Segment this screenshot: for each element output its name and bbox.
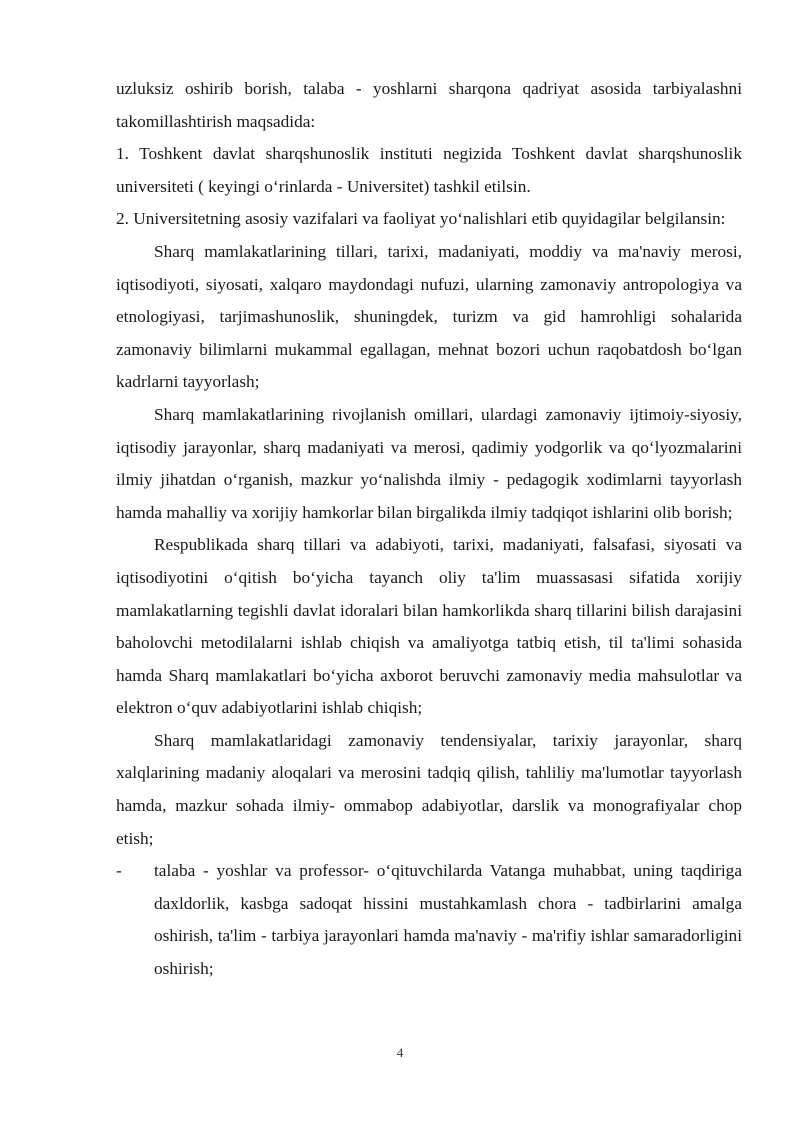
bullet-item bbox=[116, 855, 742, 985]
bullet-text: talaba - yoshlar va professor- o‘qituvchilarda Vatanga muhabbat, uning taqdiriga daxldorlik, kasbga sadoqat hissini mustahkamlash chora - tadbirlarini amalga oshirish, ta'lim - tarbiya jarayonlari hamda ma'naviy - ma'rifiy ishlar samaradorligini oshirish; bbox=[154, 861, 742, 979]
paragraph-task-3: Respublikada sharq tillari va adabiyoti, tarixi, madaniyati, falsafasi, siyosati va iqtisodiyotini o‘qitish bo‘yicha tayanch oliy ta'lim muassasasi sifatida xorijiy mamlakatlarning tegishli davlat idoralari bilan hamkorlikda sharq tillarini bilish darajasini baholovchi metodilalarni ishlab chiqish va amaliyotga tatbiq etish, til ta'limi sohasida hamda Sharq mamlakatlari bo‘yicha axborot beruvchi zamonaviy media mahsulotlar va elektron o‘quv adabiyotlarini ishlab chiqish; bbox=[116, 535, 742, 718]
bullet-marker: - bbox=[116, 861, 122, 881]
paragraph-item-1: 1. Toshkent davlat sharqshunoslik instituti negizida Toshkent davlat sharqshunoslik universiteti ( keyingi o‘rinlarda - Universitet) tashkil etilsin. bbox=[116, 144, 742, 196]
paragraph-item-2: 2. Universitetning asosiy vazifalari va faoliyat yo‘nalishlari etib quyidagilar belgilansin: bbox=[116, 209, 726, 229]
paragraph-intro: uzluksiz oshirib borish, talaba - yoshlarni sharqona qadriyat asosida tarbiyalashni takomillashtirish maqsadida: bbox=[116, 79, 742, 131]
page-number: 4 bbox=[396, 1045, 404, 1060]
paragraph-task-1: Sharq mamlakatlarining tillari, tarixi, madaniyati, moddiy va ma'naviy merosi, iqtisodiyoti, siyosati, xalqaro maydondagi nufuzi, ularning zamonaviy antropologiya va etnologiyasi, tarjimashunoslik, shuningdek, turizm va gid hamrohligi sohalarida zamonaviy bilimlarni mukammal egallagan, mehnat bozori uchun raqobatdosh bo‘lgan kadrlarni tayyorlash; bbox=[116, 241, 742, 392]
paragraph-task-2: Sharq mamlakatlarining rivojlanish omillari, ulardagi zamonaviy ijtimoiy-siyosiy, iqtisodiy jarayonlar, sharq madaniyati va merosi, qadimiy yodgorlik va qo‘lyozmalarini ilmiy jihatdan o‘rganish, mazkur yo‘nalishda ilmiy - pedagogik xodimlarni tayyorlash hamda mahalliy va xorijiy hamkorlar bilan birgalikda ilmiy tadqiqot ishlarini olib borish; bbox=[116, 404, 742, 522]
paragraph-task-4: Sharq mamlakatlaridagi zamonaviy tendensiyalar, tarixiy jarayonlar, sharq xalqlarining madaniy aloqalari va merosini tadqiq qilish, tahliliy ma'lumotlar tayyorlash hamda, mazkur sohada ilmiy- ommabop adabiyotlar, darslik va monografiyalar chop etish; bbox=[116, 730, 742, 848]
body-text bbox=[116, 73, 742, 986]
